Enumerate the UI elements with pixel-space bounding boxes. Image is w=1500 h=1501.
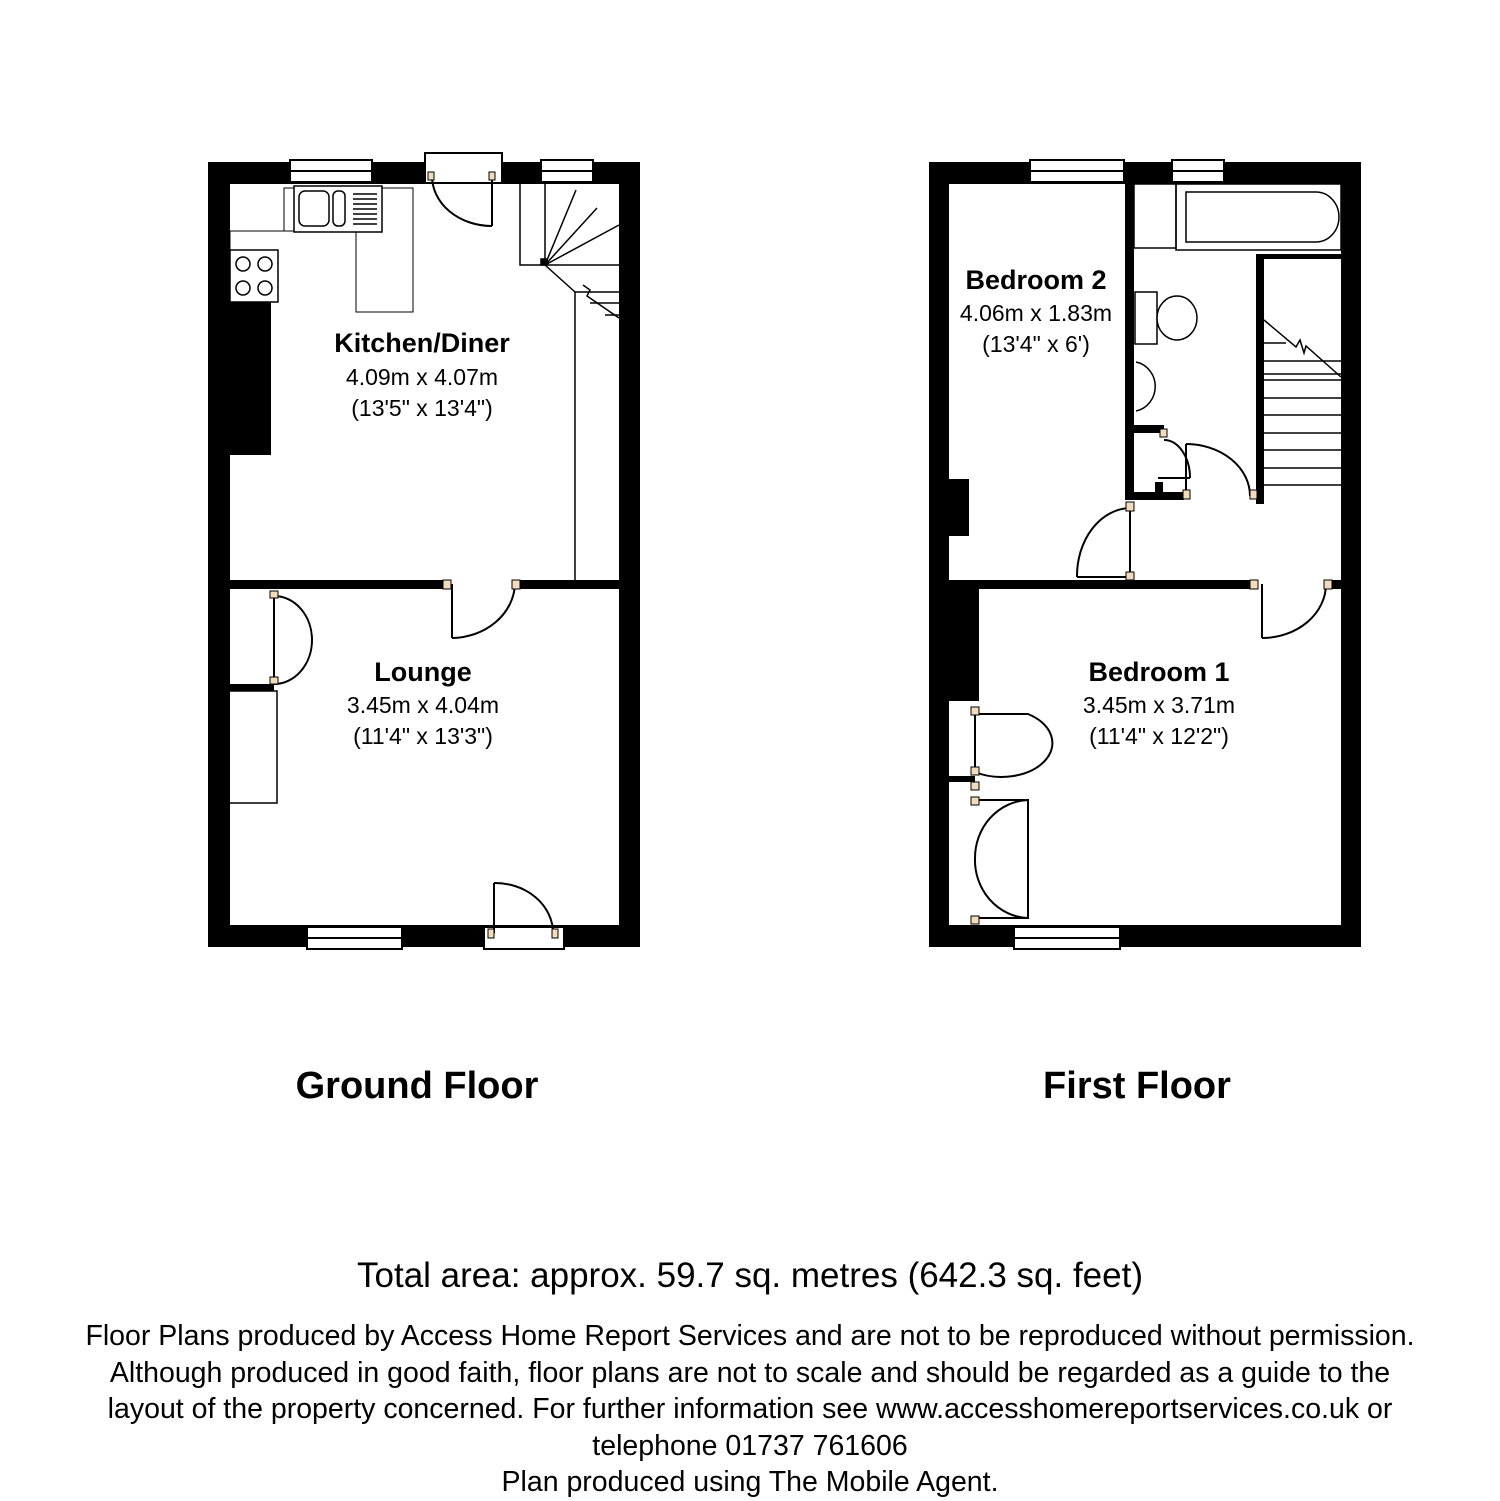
cupboard-door [270, 591, 312, 684]
lounge-imperial: (11'4" x 13'3") [353, 723, 493, 749]
bath-icon [1134, 184, 1341, 250]
ground-floor-label: Ground Floor [295, 1065, 539, 1107]
bedroom-2-name: Bedroom 2 [965, 265, 1107, 295]
back-door [425, 153, 502, 226]
hob-icon [230, 250, 278, 302]
kitchen-name: Kitchen/Diner [334, 328, 510, 358]
window [1172, 160, 1224, 182]
bedroom-2-door [1077, 502, 1134, 580]
bedroom-2-imperial: (13'4" x 6') [982, 331, 1090, 357]
lounge-name: Lounge [374, 657, 472, 687]
bedroom-2-metric: 4.06m x 1.83m [959, 300, 1113, 326]
disclaimer [0, 1318, 1500, 1501]
bedroom-1-metric: 3.45m x 3.71m [1082, 692, 1236, 718]
ground-floor-plan [208, 153, 640, 1107]
alcove-unit [230, 691, 277, 803]
total-area: Total area: approx. 59.7 sq. metres (642.3 sq. feet) [357, 1256, 1143, 1295]
bedroom-1-imperial: (11'4" x 12'2") [1089, 723, 1229, 749]
bedroom-1-door [1250, 580, 1332, 638]
first-floor-label: First Floor [1043, 1065, 1231, 1107]
disclaimer-line: Although produced in good faith, floor plans are not to scale and should be regarded as a guide to the [109, 1356, 1391, 1389]
lounge-metric: 3.45m x 4.04m [346, 692, 500, 718]
first-floor-plan [929, 160, 1361, 1107]
window [1014, 927, 1120, 949]
disclaimer-line: telephone 01737 761606 [592, 1429, 908, 1462]
staircase [520, 184, 619, 580]
window [290, 160, 372, 182]
kitchen-imperial: (13'5" x 13'4") [351, 395, 493, 421]
internal-door [443, 580, 520, 638]
window [1030, 160, 1124, 182]
bathroom-door [1183, 444, 1257, 499]
sink-icon [294, 186, 382, 232]
toilet-icon [1135, 292, 1197, 344]
wardrobe-door [971, 782, 1028, 924]
front-door [484, 883, 564, 949]
bedroom-1-name: Bedroom 1 [1088, 657, 1230, 687]
kitchen-metric: 4.09m x 4.07m [345, 364, 499, 390]
basin-icon [1136, 362, 1155, 411]
disclaimer-line: Floor Plans produced by Access Home Report Services and are not to be reproduced without permission. [85, 1320, 1415, 1352]
disclaimer-line: Plan produced using The Mobile Agent. [501, 1466, 999, 1498]
staircase [1264, 320, 1341, 485]
window [307, 927, 402, 949]
disclaimer-line: layout of the property concerned. For further information see www.accesshomereportservices.co.uk or [107, 1393, 1393, 1425]
wardrobe-door [971, 707, 1052, 777]
window [541, 160, 593, 182]
